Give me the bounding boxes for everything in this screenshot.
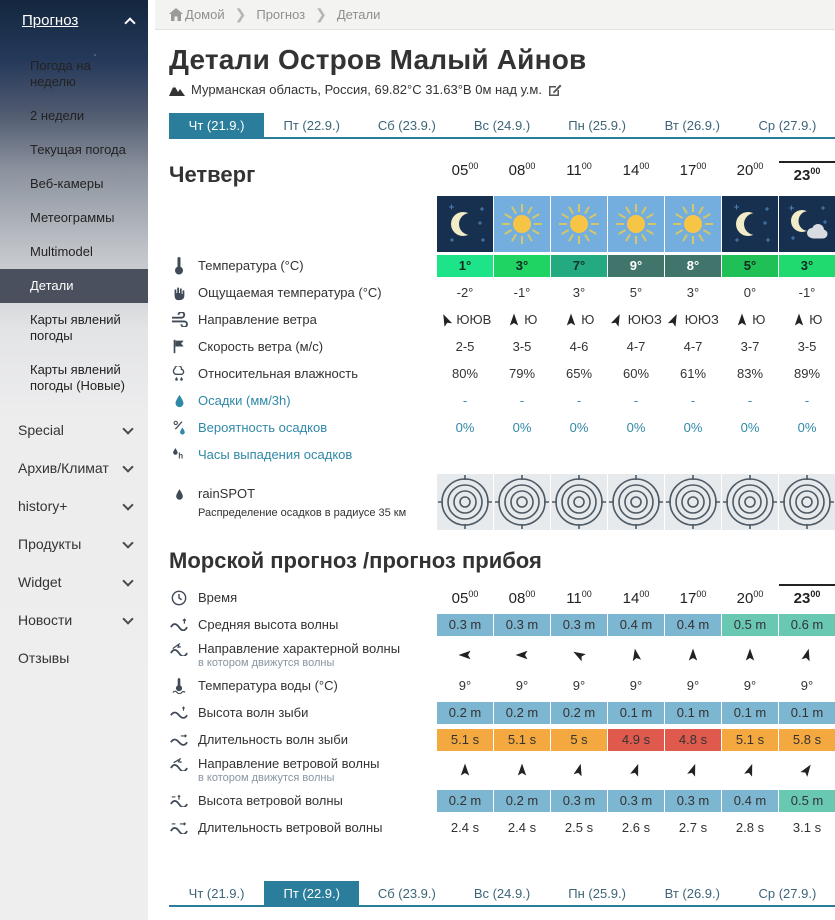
- felt-cell: -1°: [513, 285, 531, 300]
- marine-section-title: Морской прогноз /прогноз прибоя: [169, 548, 542, 573]
- precip-hours-row: h Часы выпадения осадков: [169, 441, 835, 468]
- sidebar: [0, 0, 148, 920]
- location-text: Мурманская область, Россия, 69.82°С 31.63°В 0м над у.м.: [191, 82, 542, 97]
- felt-cell: -2°: [456, 285, 474, 300]
- rainspot-icon: [779, 474, 835, 530]
- wave-arrow-icon: [515, 763, 529, 777]
- sidebar-item-feedback[interactable]: Отзывы: [18, 650, 70, 666]
- wind-speed-cell: 3-5: [797, 339, 817, 354]
- precipitation-row: Осадки (мм/3h) - - - - - - -: [169, 387, 835, 414]
- wave-arrow-icon: [515, 648, 529, 662]
- windwave-height-icon: [170, 794, 188, 807]
- temp-cell: 8°: [665, 255, 721, 277]
- humidity-icon: [171, 366, 187, 381]
- wave-arrow-icon: [798, 646, 815, 663]
- water-temp-cell: 9°: [743, 678, 757, 693]
- chevron-down-icon: [122, 423, 133, 434]
- windwave-height-cell: 0.3 m: [608, 790, 664, 812]
- sidebar-item-webcams[interactable]: Веб-камеры: [30, 176, 104, 191]
- sidebar-item-weather-maps-new[interactable]: Карты явлений погоды (Новые): [30, 362, 125, 393]
- humidity-cell: 61%: [679, 366, 707, 381]
- tab-tuesday[interactable]: Вт (26.9.): [664, 118, 720, 133]
- wind-dir-cell: Ю: [551, 312, 607, 327]
- rainspot-icon: [494, 474, 550, 530]
- weather-pictogram: [437, 196, 493, 252]
- breadcrumb-forecast[interactable]: Прогноз: [256, 7, 306, 22]
- main-content: [148, 0, 835, 920]
- precip-hours-icon: [171, 447, 187, 462]
- precip-cell: -: [576, 393, 582, 408]
- sidebar-item-week-weather[interactable]: Погода на неделю: [30, 58, 91, 89]
- windwave-direction-icon: [170, 758, 188, 771]
- wind-dir-cell: ЮЮВ: [437, 312, 493, 327]
- windwave-period-cell: 2.4 s: [507, 820, 537, 835]
- wave-dir-cell: [722, 648, 778, 662]
- tab-saturday[interactable]: Сб (23.9.): [377, 886, 436, 901]
- windwave-height-cell: 0.2 m: [437, 790, 493, 812]
- wave-direction-sublabel: в котором движутся волны: [198, 657, 335, 669]
- rainspot-icon: [551, 474, 607, 530]
- swell-height-cell: 0.1 m: [722, 702, 778, 724]
- rainspot-icon: [437, 474, 493, 530]
- rainspot-sublabel: Распределение осадков в радиусе 35 км: [198, 507, 407, 519]
- windwave-height-cell: 0.4 m: [722, 790, 778, 812]
- tab-wednesday[interactable]: Ср (27.9.): [758, 118, 817, 133]
- wave-arrow-icon: [686, 648, 700, 662]
- windwave-height-cell: 0.3 m: [551, 790, 607, 812]
- humidity-cell: 65%: [565, 366, 593, 381]
- windwave-dir-cell: [608, 763, 664, 777]
- chevron-down-icon: [122, 461, 133, 472]
- felt-cell: 3°: [572, 285, 586, 300]
- precip-cell: -: [462, 393, 468, 408]
- hour-label: $08^{00}$: [508, 589, 536, 607]
- rainspot-icon: [608, 474, 664, 530]
- wind-speed-row: Скорость ветра (м/с) 2-5 3-5 4-6 4-7 4-7 3-7 3-5: [169, 333, 835, 360]
- water-temperature-row: Температура воды (°C) 9° 9° 9° 9° 9° 9° 9°: [169, 672, 835, 699]
- sidebar-item-special[interactable]: Special: [0, 411, 148, 449]
- wind-arrow-icon: [608, 310, 627, 329]
- wind-dir-cell: Ю: [722, 312, 778, 327]
- day-forecast-table: [169, 161, 835, 841]
- swell-period-icon: [170, 733, 188, 746]
- page-title: Детали Остров Малый Айнов: [169, 44, 587, 75]
- water-temp-cell: 9°: [800, 678, 814, 693]
- felt-cell: 0°: [743, 285, 757, 300]
- wind-arrow-icon: [735, 313, 749, 327]
- swell-period-cell: 5.8 s: [779, 729, 835, 751]
- humidity-cell: 83%: [736, 366, 764, 381]
- sidebar-item-products[interactable]: Продукты: [0, 525, 148, 563]
- windwave-dir-cell: [779, 763, 835, 777]
- wind-dir-cell: ЮЮЗ: [608, 312, 664, 327]
- breadcrumb: [155, 0, 835, 30]
- sidebar-item-weather-maps[interactable]: Карты явлений погоды: [30, 312, 121, 343]
- breadcrumb-separator: ❯: [234, 6, 247, 22]
- felt-cell: 3°: [686, 285, 700, 300]
- wave-height-cell: 0.5 m: [722, 614, 778, 636]
- wind-speed-cell: 3-5: [512, 339, 532, 354]
- wave-dir-cell: [437, 648, 493, 662]
- wave-height-cell: 0.6 m: [779, 614, 835, 636]
- water-temp-cell: 9°: [515, 678, 529, 693]
- temp-cell: 3°: [779, 255, 835, 277]
- wave-direction-row: Направление характерной волны в котором движутся волны: [169, 638, 835, 672]
- wind-speed-cell: 3-7: [740, 339, 760, 354]
- windwave-dir-cell: [437, 763, 493, 777]
- windwave-period-cell: 2.7 s: [678, 820, 708, 835]
- windwave-period-cell: 2.6 s: [621, 820, 651, 835]
- swell-height-cell: 0.1 m: [665, 702, 721, 724]
- swell-period-cell: 5 s: [551, 729, 607, 751]
- windwave-height-row: Высота ветровой волны 0.2 m 0.2 m 0.3 m 0.3 m 0.3 m 0.4 m 0.5 m: [169, 787, 835, 814]
- windwave-period-icon: [170, 821, 188, 834]
- chevron-down-icon: [122, 537, 133, 548]
- water-temp-cell: 9°: [458, 678, 472, 693]
- precip-prob-cell: 0%: [626, 420, 646, 435]
- wave-arrow-icon: [570, 761, 587, 778]
- weather-pictogram: [779, 196, 835, 252]
- sidebar-forecast-link[interactable]: Прогноз: [22, 12, 79, 29]
- hour-label-current: $23^{00}$: [779, 584, 835, 611]
- swell-height-cell: 0.1 m: [608, 702, 664, 724]
- tab-friday[interactable]: Пт (22.9.): [283, 118, 340, 133]
- tab-thursday[interactable]: Чт (21.9.): [169, 113, 264, 137]
- tab-saturday[interactable]: Сб (23.9.): [377, 118, 436, 133]
- temp-cell: 9°: [608, 255, 664, 277]
- chevron-down-icon: [122, 575, 133, 586]
- svg-text:h: h: [178, 451, 184, 461]
- water-temp-cell: 9°: [629, 678, 643, 693]
- home-icon: [169, 8, 183, 21]
- precip-prob-cell: 0%: [740, 420, 760, 435]
- sky-icons-row: [169, 196, 835, 252]
- hours-header: [437, 161, 835, 188]
- windwave-dir-cell: [722, 763, 778, 777]
- tab-sunday[interactable]: Вс (24.9.): [473, 118, 531, 133]
- wave-arrow-icon: [797, 760, 816, 779]
- felt-temperature-row: Ощущаемая температура (°C) -2° -1° 3° 5° 3° 0° -1°: [169, 279, 835, 306]
- precip-cell: -: [633, 393, 639, 408]
- swell-period-cell: 5.1 s: [494, 729, 550, 751]
- wave-height-row: Средняя высота волны 0.3 m 0.3 m 0.3 m 0.4 m 0.4 m 0.5 m 0.6 m: [169, 611, 835, 638]
- day-header-row: [169, 161, 835, 188]
- sidebar-item-archive-climate[interactable]: Архив/Климат: [0, 449, 148, 487]
- hour-label: $08^{00}$: [508, 161, 536, 179]
- sidebar-item-current-weather[interactable]: Текущая погода: [30, 142, 126, 157]
- tab-tuesday[interactable]: Вт (26.9.): [664, 886, 720, 901]
- day-tabs-top: [169, 113, 835, 139]
- water-temp-cell: 9°: [572, 678, 586, 693]
- hour-label: $17^{00}$: [679, 161, 707, 179]
- rainspot-icon: [665, 474, 721, 530]
- hour-label: $05^{00}$: [451, 161, 479, 179]
- wave-arrow-icon: [458, 648, 472, 662]
- wind-icon: [171, 312, 188, 327]
- sidebar-item-news[interactable]: Новости: [0, 601, 148, 639]
- wind-dir-cell: Ю: [494, 312, 550, 327]
- water-thermometer-icon: [172, 677, 186, 694]
- rainspot-icon: [722, 474, 778, 530]
- location-line: [169, 82, 835, 97]
- wave-icon: [170, 618, 188, 631]
- swell-period-cell: 5.1 s: [437, 729, 493, 751]
- breadcrumb-separator: ❯: [315, 6, 327, 22]
- humidity-row: Относительная влажность 80% 79% 65% 60% 61% 83% 89%: [169, 360, 835, 387]
- wind-direction-row: Направление ветра ЮЮВ Ю Ю ЮЮЗ ЮЮЗ Ю Ю: [169, 306, 835, 333]
- hour-label: $20^{00}$: [736, 589, 764, 607]
- temp-cell: 5°: [722, 255, 778, 277]
- weather-pictogram: [722, 196, 778, 252]
- wave-dir-cell: [608, 648, 664, 662]
- precip-cell: -: [690, 393, 696, 408]
- swell-period-cell: 4.9 s: [608, 729, 664, 751]
- wave-arrow-icon: [458, 763, 472, 777]
- chevron-down-icon: [122, 499, 133, 510]
- breadcrumb-home[interactable]: Домой: [169, 7, 225, 22]
- windwave-dir-cell: [494, 763, 550, 777]
- humidity-cell: 60%: [622, 366, 650, 381]
- wind-arrow-icon: [436, 310, 455, 329]
- wave-arrow-icon: [684, 761, 702, 779]
- raindrop-icon: [173, 393, 186, 409]
- temp-cell: 7°: [551, 255, 607, 277]
- tab-monday[interactable]: Пн (25.9.): [568, 886, 626, 901]
- chevron-down-icon: [122, 613, 133, 624]
- sidebar-item-forecast[interactable]: [0, 0, 148, 43]
- humidity-cell: 79%: [508, 366, 536, 381]
- precip-cell: -: [519, 393, 525, 408]
- sidebar-sections: [0, 403, 148, 677]
- windwave-direction-row: Направление ветровой волны в котором движутся волны: [169, 753, 835, 787]
- swell-height-cell: 0.2 m: [437, 702, 493, 724]
- humidity-cell: 80%: [451, 366, 479, 381]
- day-heading: Четверг: [169, 162, 256, 187]
- wind-speed-cell: 4-7: [683, 339, 703, 354]
- windwave-period-row: Длительность ветровой волны 2.4 s 2.4 s 2.5 s 2.6 s 2.7 s 2.8 s 3.1 s: [169, 814, 835, 841]
- hour-label: $14^{00}$: [622, 161, 650, 179]
- precip-prob-cell: 0%: [455, 420, 475, 435]
- rainspot-label: rainSPOT: [198, 486, 256, 501]
- swell-period-cell: 5.1 s: [722, 729, 778, 751]
- felt-cell: 5°: [629, 285, 643, 300]
- hand-icon: [171, 285, 187, 301]
- wind-speed-cell: 4-6: [569, 339, 589, 354]
- hour-label: $11^{00}$: [566, 589, 592, 607]
- swell-height-cell: 0.1 m: [779, 702, 835, 724]
- weather-pictogram: [494, 196, 550, 252]
- hour-label: $11^{00}$: [566, 161, 592, 179]
- wave-dir-cell: [494, 648, 550, 662]
- felt-cell: -1°: [798, 285, 816, 300]
- sidebar-item-two-weeks[interactable]: 2 недели: [30, 108, 85, 123]
- temp-cell: 1°: [437, 255, 493, 277]
- windwave-dir-cell: [551, 763, 607, 777]
- rainspot-row: [169, 474, 835, 530]
- clock-icon: [171, 590, 187, 606]
- flag-icon: [172, 339, 187, 354]
- swell-height-icon: [170, 706, 188, 719]
- clear-night-icon: [437, 196, 493, 252]
- tab-wednesday[interactable]: Ср (27.9.): [758, 886, 817, 901]
- swell-height-cell: 0.2 m: [494, 702, 550, 724]
- windwave-period-cell: 3.1 s: [792, 820, 822, 835]
- wave-arrow-icon: [743, 648, 757, 662]
- breadcrumb-details: Детали: [336, 7, 381, 22]
- mountain-icon: [169, 84, 185, 96]
- content: [155, 30, 835, 907]
- wave-arrow-icon: [741, 761, 759, 779]
- sidebar-item-widget[interactable]: Widget: [0, 563, 148, 601]
- weather-pictogram: [665, 196, 721, 252]
- raindrop-icon: [174, 487, 185, 502]
- windwave-period-cell: 2.8 s: [735, 820, 765, 835]
- humidity-cell: 89%: [793, 366, 821, 381]
- tab-monday[interactable]: Пн (25.9.): [568, 118, 626, 133]
- weather-pictogram: [608, 196, 664, 252]
- windwave-period-cell: 2.5 s: [564, 820, 594, 835]
- weather-pictogram: [551, 196, 607, 252]
- hour-label: $20^{00}$: [736, 161, 764, 179]
- wave-height-cell: 0.3 m: [437, 614, 493, 636]
- water-temp-cell: 9°: [686, 678, 700, 693]
- day-tabs-bottom: [169, 881, 835, 907]
- wave-dir-cell: [551, 648, 607, 662]
- wind-arrow-icon: [507, 313, 521, 327]
- sidebar-item-details[interactable]: Детали: [0, 269, 148, 303]
- hour-label: $05^{00}$: [451, 589, 479, 607]
- precip-probability-row: Вероятность осадков 0% 0% 0% 0% 0% 0% 0%: [169, 414, 835, 441]
- precip-prob-cell: 0%: [797, 420, 817, 435]
- hour-label: $14^{00}$: [622, 589, 650, 607]
- tab-friday[interactable]: Пт (22.9.): [264, 881, 359, 905]
- wind-arrow-icon: [665, 310, 684, 329]
- wave-height-cell: 0.3 m: [494, 614, 550, 636]
- windwave-height-cell: 0.2 m: [494, 790, 550, 812]
- sidebar-item-multimodel[interactable]: Multimodel: [30, 244, 93, 259]
- edit-icon[interactable]: [548, 83, 562, 97]
- precip-prob-cell: 0%: [512, 420, 532, 435]
- chevron-up-icon[interactable]: [124, 17, 135, 28]
- wave-dir-cell: [665, 648, 721, 662]
- hour-label: $17^{00}$: [679, 589, 707, 607]
- sidebar-submenu: [0, 43, 148, 403]
- wave-height-cell: 0.4 m: [608, 614, 664, 636]
- swell-height-cell: 0.2 m: [551, 702, 607, 724]
- wave-arrow-icon: [627, 761, 645, 779]
- swell-period-row: Длительность волн зыби 5.1 s 5.1 s 5 s 4.9 s 4.8 s 5.1 s 5.8 s: [169, 726, 835, 753]
- precip-cell: -: [747, 393, 753, 408]
- wave-arrow-icon: [569, 645, 588, 664]
- precip-prob-cell: 0%: [683, 420, 703, 435]
- sidebar-item-history-plus[interactable]: history+: [0, 487, 148, 525]
- precip-prob-cell: 0%: [569, 420, 589, 435]
- windwave-period-cell: 2.4 s: [450, 820, 480, 835]
- sidebar-item-meteograms[interactable]: Метеограммы: [30, 210, 115, 225]
- wave-arrow-icon: [628, 647, 644, 663]
- hour-label-current: $23^{00}$: [779, 161, 835, 188]
- wave-direction-icon: [170, 643, 188, 656]
- precip-cell: -: [804, 393, 810, 408]
- wind-dir-cell: ЮЮЗ: [665, 312, 721, 327]
- wave-height-cell: 0.3 m: [551, 614, 607, 636]
- wave-height-cell: 0.4 m: [665, 614, 721, 636]
- wind-dir-cell: Ю: [779, 312, 835, 327]
- windwave-dir-cell: [665, 763, 721, 777]
- wind-arrow-icon: [792, 313, 806, 327]
- marine-time-row: Время $05^{00}$ $08^{00}$ $11^{00}$ $14^{00}$ $17^{00}$ $20^{00}$ $23^{00}$: [169, 584, 835, 611]
- windwave-height-cell: 0.3 m: [665, 790, 721, 812]
- wind-arrow-icon: [564, 313, 578, 327]
- precip-probability-icon: [172, 420, 187, 435]
- tab-sunday[interactable]: Вс (24.9.): [473, 886, 531, 901]
- wave-dir-cell: [779, 648, 835, 662]
- swell-height-row: Высота волн зыби 0.2 m 0.2 m 0.2 m 0.1 m 0.1 m 0.1 m 0.1 m: [169, 699, 835, 726]
- temperature-row: Температура (°C) 1° 3° 7° 9° 8° 5° 3°: [169, 252, 835, 279]
- temp-cell: 3°: [494, 255, 550, 277]
- thermometer-icon: [174, 256, 184, 275]
- windwave-height-cell: 0.5 m: [779, 790, 835, 812]
- swell-period-cell: 4.8 s: [665, 729, 721, 751]
- wind-speed-cell: 2-5: [455, 339, 475, 354]
- tab-thursday[interactable]: Чт (21.9.): [188, 886, 245, 901]
- windwave-direction-sublabel: в котором движутся волны: [198, 772, 335, 784]
- wind-speed-cell: 4-7: [626, 339, 646, 354]
